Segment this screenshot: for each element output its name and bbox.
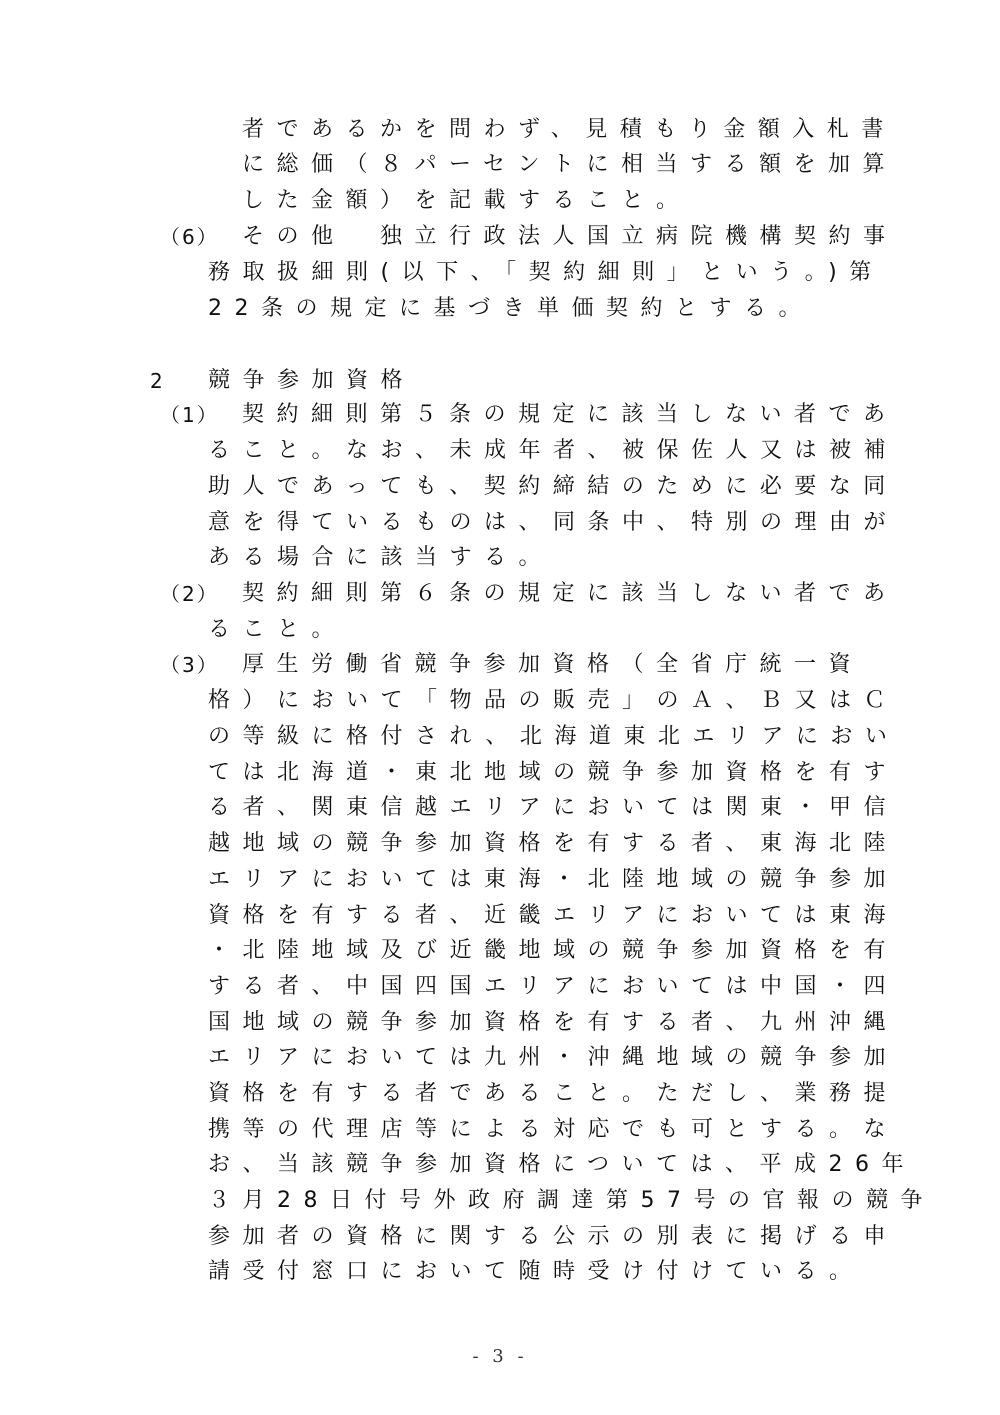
body-line: 契約細則第５条の規定に該当しない者であ [242, 402, 898, 427]
body-line: の等級に格付され、北海道東北エリアにおい [208, 724, 900, 749]
body-line: ること。なお、未成年者、被保佐人又は被補 [208, 438, 899, 463]
body-line: 参加者の資格に関する公示の別表に掲げる申 [208, 1224, 899, 1249]
body-line: ・北陸地域及び近畿地域の競争参加資格を有 [208, 938, 899, 963]
body-line: る者、関東信越エリアにおいては関東・甲信 [208, 795, 899, 820]
item-marker-3: （3） [160, 653, 219, 677]
body-line: 資格を有する者であること。ただし、業務提 [208, 1081, 899, 1106]
body-line: 越地域の競争参加資格を有する者、東海北陸 [208, 831, 899, 856]
body-line: ること。 [208, 617, 347, 642]
body-line: ては北海道・東北地域の競争参加資格を有す [208, 760, 899, 785]
body-line: 請受付窓口において随時受け付けている。 [208, 1259, 864, 1284]
body-line: 契約細則第６条の規定に該当しない者であ [242, 581, 898, 606]
body-line: した金額）を記載すること。 [242, 188, 691, 213]
item-marker-6: （6） [160, 225, 219, 249]
body-line: その他 独立行政法人国立病院機構契約事 [242, 224, 898, 249]
body-line: に総価（８パーセントに相当する額を加算 [242, 152, 898, 177]
page-number: - 3 - [472, 1346, 528, 1367]
body-line: 22条の規定に基づき単価契約とする。 [208, 296, 813, 321]
body-line: 助人であっても、契約締結のために必要な同 [208, 474, 898, 499]
item-marker-1: （1） [160, 403, 219, 427]
body-line: エリアにおいては九州・沖縄地域の競争参加 [208, 1045, 899, 1070]
item-marker-2: （2） [160, 582, 219, 606]
body-line: 資格を有する者、近畿エリアにおいては東海 [208, 903, 899, 928]
section-heading: 競争参加資格 [208, 368, 416, 393]
body-line: 格）において「物品の販売」のＡ、Ｂ又はＣ [208, 688, 899, 713]
body-line: 務取扱細則(以下、「契約細則」という。)第 [208, 260, 884, 285]
body-line: 国地域の競争参加資格を有する者、九州沖縄 [208, 1010, 899, 1035]
body-line: 厚生労働省競争参加資格（全省庁統一資 [242, 652, 864, 677]
body-line: エリアにおいては東海・北陸地域の競争参加 [208, 867, 899, 892]
body-line: お、当該競争参加資格については、平成26年 [208, 1152, 917, 1177]
body-line: ３月28日付号外政府調達第57号の官報の競争 [208, 1188, 935, 1213]
body-line: する者、中国四国エリアにおいては中国・四 [208, 974, 899, 999]
body-line: 携等の代理店等による対応でも可とする。な [208, 1117, 899, 1142]
body-line: 意を得ているものは、同条中、特別の理由が [208, 510, 899, 535]
body-line: ある場合に該当する。 [208, 545, 554, 570]
section-number: 2 [150, 369, 165, 393]
body-line: 者であるかを問わず、見積もり金額入札書 [242, 117, 896, 142]
